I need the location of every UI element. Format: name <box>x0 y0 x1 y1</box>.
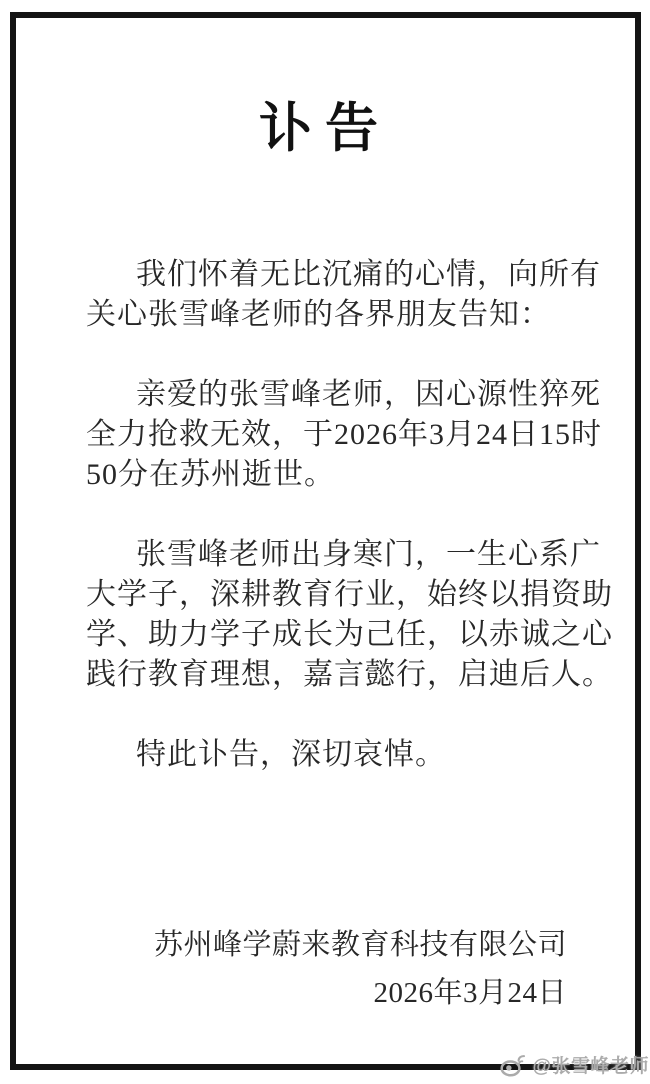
page-title: 讣告 <box>259 99 391 158</box>
weibo-icon <box>500 1053 527 1077</box>
text-line: 特此讣告，深切哀悼。 <box>136 738 446 771</box>
text-line: 学、助力学子成长为己任，以赤诚之心 <box>86 618 613 651</box>
text-line: 50分在苏州逝世。 <box>86 458 335 491</box>
text-line: 践行教育理想，嘉言懿行，启迪后人。 <box>86 658 613 691</box>
text-line: 全力抢救无效，于2026年3月24日15时 <box>86 418 602 451</box>
paragraph-eulogy <box>86 535 613 695</box>
text-line: 亲爱的张雪峰老师，因心源性猝死 <box>136 378 601 411</box>
watermark-text: @张雪峰老师 <box>532 1056 649 1077</box>
signature-block <box>154 921 567 1017</box>
signature-company: 苏州峰学蔚来教育科技有限公司 <box>153 929 567 961</box>
text-line: 关心张雪峰老师的各界朋友告知： <box>86 298 551 331</box>
text-line: 张雪峰老师出身寒门，一生心系广 <box>136 538 601 571</box>
text-line: 大学子，深耕教育行业，始终以捐资助 <box>86 578 613 611</box>
signature-date: 2026年3月24日 <box>373 977 567 1009</box>
paragraph-closing <box>86 735 578 775</box>
watermark <box>500 1051 649 1078</box>
paragraph-death-notice <box>86 375 602 495</box>
document-body <box>86 255 613 775</box>
paragraph-intro <box>86 255 601 335</box>
text-line: 我们怀着无比沉痛的心情，向所有 <box>136 258 601 291</box>
